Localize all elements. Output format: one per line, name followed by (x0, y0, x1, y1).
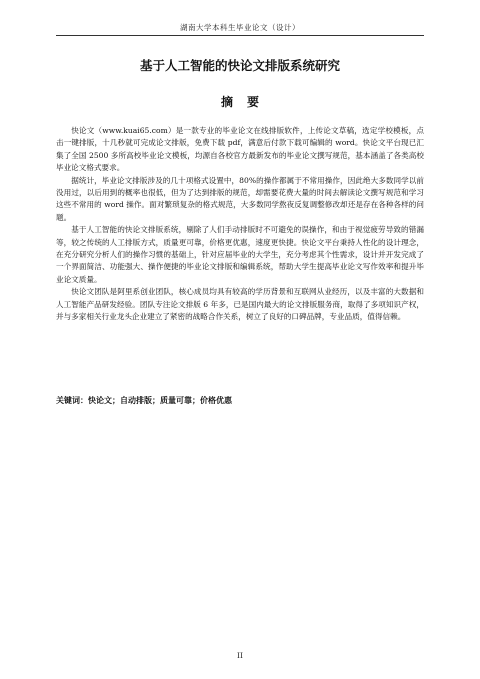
header-rule (56, 35, 424, 36)
keywords: 关键词：快论文；自动排版；质量可靠；价格优惠 (56, 396, 232, 405)
page-number: II (237, 651, 243, 660)
abstract-paragraph: 快论文（www.kuai65.com）是一款专业的毕业论文在线排版软件，上传论文草稿，选定学校模板，点击一键排版，十几秒就可完成论文排版，免费下载 pdf，满意后付款下载可编辑的 word。快论文平台现已汇集了全国 2500 多所高校毕业论文模板，均源自各校官方最新发布的毕业论文撰写规范，基本涵盖了各类高校毕业论文格式要求。 (56, 126, 424, 173)
abstract-paragraph: 基于人工智能的快论文排版系统，剔除了人们手动排版时不可避免的误操作，和由于视觉疲劳导致的错漏等，较之传统的人工排版方式，质量更可靠，价格更优惠，速度更快捷。快论文平台秉持人性化的设计理念，在充分研究分析人们的操作习惯的基础上，针对应届毕业的大学生，充分考虑其个性需求，设计并开发完成了一个界面简洁、功能强大、操作便捷的毕业论文排版和编辑系统，帮助大学生提高毕业论文写作效率和提升毕业论文质量。 (56, 225, 424, 284)
abstract-paragraph: 快论文团队是阿里系创业团队，核心成员均具有较高的学历背景和互联网从业经历，以及丰富的大数据和人工智能产品研发经验。团队专注论文排版 6 年多，已是国内最大的论文排版服务商，取得了多项知识产权，并与多家相关行业龙头企业建立了紧密的战略合作关系，树立了良好的口碑品牌，专业品质，值得信赖。 (56, 287, 424, 322)
thesis-title: 基于人工智能的快论文排版系统研究 (139, 58, 340, 73)
running-header: 湖南大学本科生毕业论文（设计） (180, 23, 300, 32)
abstract-body (56, 125, 424, 324)
abstract-heading: 摘要 (220, 95, 273, 109)
abstract-paragraph: 据统计，毕业论文排版涉及的几十项格式设置中，80%的操作都属于不常用操作，因此绝大多数同学以前没用过，以后用到的概率也很低，但为了达到排版的规范，却需要花费大量的时间去解读论文撰写规范和学习这些不常用的 word 操作。面对繁琐复杂的格式规范，大多数同学熬夜反复调整修改却还是存在各种各样的问题。 (56, 175, 424, 222)
